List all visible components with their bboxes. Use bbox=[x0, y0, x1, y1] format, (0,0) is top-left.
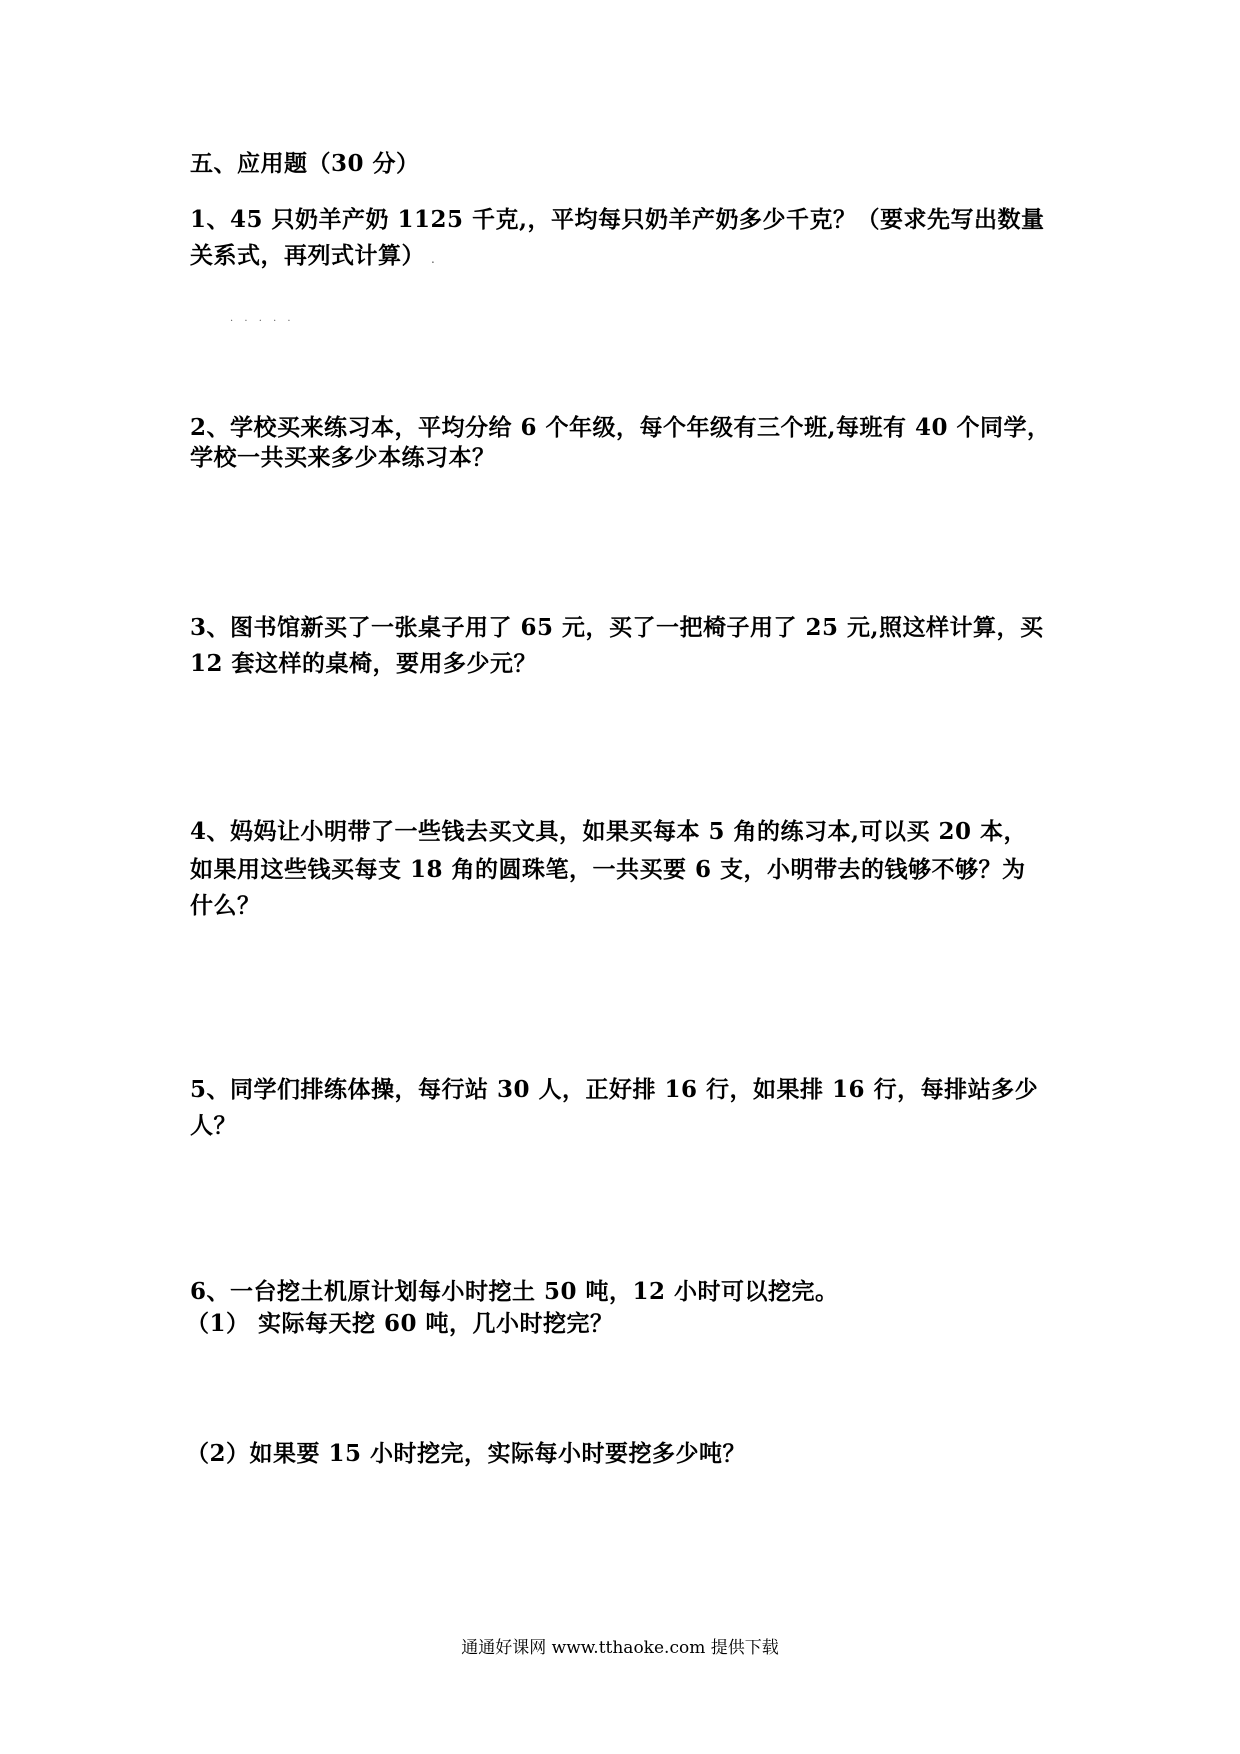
question-1-line-1: 1、45 只奶羊产奶 1125 千克,，平均每只奶羊产奶多少千克？（要求先写出数量 bbox=[190, 206, 1045, 233]
question-2-line-2: 学校一共买来多少本练习本？ bbox=[190, 444, 496, 471]
question-5-line-2: 人？ bbox=[190, 1112, 237, 1139]
question-1-tick: . bbox=[431, 252, 436, 266]
question-3-line-1: 3、图书馆新买了一张桌子用了 65 元，买了一把椅子用了 25 元,照这样计算，买 bbox=[190, 614, 1044, 641]
question-1-line-2-text: 关系式，再列式计算） bbox=[190, 242, 425, 269]
question-6-line-1: 6、一台挖土机原计划每小时挖土 50 吨，12 小时可以挖完。 bbox=[190, 1278, 839, 1305]
section-title: 五、应用题（30 分） bbox=[190, 150, 420, 177]
answer-dots: · · · · · bbox=[230, 316, 295, 327]
page-footer: 通通好课网 www.tthaoke.com 提供下载 bbox=[461, 1638, 779, 1658]
question-5-line-1: 5、同学们排练体操，每行站 30 人，正好排 16 行，如果排 16 行，每排站多少 bbox=[190, 1076, 1039, 1103]
question-4-line-2: 如果用这些钱买每支 18 角的圆珠笔，一共买要 6 支，小明带去的钱够不够？为 bbox=[190, 856, 1026, 883]
question-6-sub-1: （1） 实际每天挖 60 吨，几小时挖完？ bbox=[186, 1310, 614, 1337]
question-6-sub-2: （2）如果要 15 小时挖完，实际每小时要挖多少吨？ bbox=[186, 1440, 747, 1467]
question-4-line-3: 什么？ bbox=[190, 892, 261, 919]
question-1-line-2 bbox=[190, 240, 435, 275]
question-3-line-2: 12 套这样的桌椅，要用多少元？ bbox=[190, 650, 538, 677]
question-2-line-1: 2、学校买来练习本，平均分给 6 个年级，每个年级有三个班,每班有 40 个同学， bbox=[190, 414, 1051, 441]
question-4-line-1: 4、妈妈让小明带了一些钱去买文具，如果买每本 5 角的练习本,可以买 20 本， bbox=[190, 818, 1028, 845]
